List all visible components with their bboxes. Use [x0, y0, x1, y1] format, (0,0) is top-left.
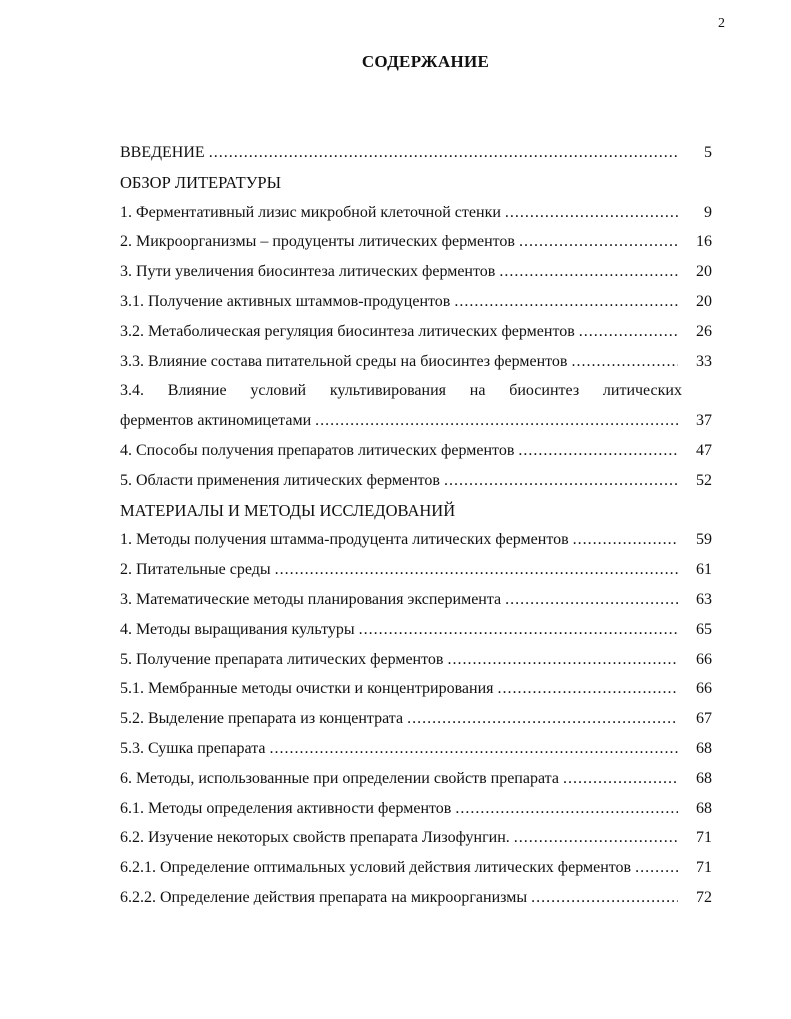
toc-entry — [120, 704, 712, 734]
toc-entry-page: 33 — [696, 352, 712, 370]
toc-entry-page: 68 — [696, 739, 712, 757]
justified-word: Влияние — [167, 382, 227, 400]
toc-entry-label: 4. Методы выращивания культуры — [120, 620, 355, 638]
toc-entry-page: 59 — [696, 531, 712, 549]
toc-entry-label: 3.2. Метаболическая регуляция биосинтеза литических ферментов — [120, 322, 575, 340]
toc-entry-label: 2. Питательные среды — [120, 561, 271, 579]
toc-entry-label: 1. Ферментативный лизис микробной клеточной стенки — [120, 203, 501, 221]
toc-entry-page: 9 — [704, 203, 712, 221]
toc-entry-page: 71 — [696, 859, 712, 877]
dot-leader — [563, 764, 678, 794]
toc-entry-label: 3. Пути увеличения биосинтеза литических ферментов — [120, 263, 496, 281]
dot-leader — [499, 257, 678, 287]
justified-word: на — [469, 382, 486, 400]
toc-entry — [120, 794, 712, 824]
toc-entry-label: 5.3. Сушка препарата — [120, 739, 266, 757]
toc-entry-page: 67 — [696, 710, 712, 728]
dot-leader — [518, 436, 678, 466]
toc-entry-label: 6. Методы, использованные при определении свойств препарата — [120, 769, 559, 787]
justified-word: биосинтез — [509, 382, 580, 400]
toc-entry — [120, 287, 712, 317]
toc-entry — [120, 347, 712, 377]
toc-entry-label: ферментов актиномицетами — [120, 412, 312, 430]
dot-leader — [270, 734, 678, 764]
toc-entry — [120, 466, 712, 496]
toc-entry-3-4-second-line — [120, 406, 712, 436]
toc-entry-label: 5. Области применения литических ферментов — [120, 471, 440, 489]
dot-leader — [514, 823, 678, 853]
toc-entry-label: 6.2.1. Определение оптимальных условий действия литических ферментов — [120, 859, 632, 877]
toc-entry — [120, 555, 712, 585]
toc-entry-label: 4. Способы получения препаратов литических ферментов — [120, 441, 515, 459]
toc-entry-label: ВВЕДЕНИЕ — [120, 144, 205, 161]
justified-word: литических — [602, 382, 682, 400]
dot-leader — [209, 138, 678, 168]
toc-entry — [120, 198, 712, 228]
dot-leader — [275, 555, 678, 585]
toc-entry-page: 37 — [696, 412, 712, 430]
table-of-contents — [120, 138, 712, 913]
justified-word: культивирования — [329, 382, 446, 400]
dot-leader — [407, 704, 678, 734]
dot-leader — [519, 227, 678, 257]
dot-leader — [359, 615, 678, 645]
toc-entry — [120, 585, 712, 615]
toc-entry-page: 52 — [696, 471, 712, 489]
section-heading-literature-review: ОБЗОР ЛИТЕРАТУРЫ — [120, 172, 281, 192]
dot-leader — [571, 347, 678, 377]
page-number: 2 — [718, 16, 725, 31]
dot-leader — [455, 794, 678, 824]
toc-entry-label: 6.1. Методы определения активности ферментов — [120, 799, 452, 817]
dot-leader — [505, 198, 678, 228]
toc-entry-page: 63 — [696, 590, 712, 608]
toc-entry — [120, 764, 712, 794]
dot-leader — [315, 406, 678, 436]
toc-entry — [120, 227, 712, 257]
dot-leader — [635, 853, 678, 883]
toc-entry — [120, 525, 712, 555]
toc-entry-label: 1. Методы получения штамма-продуцента литических ферментов — [120, 531, 569, 549]
toc-entry — [120, 853, 712, 883]
toc-entry — [120, 674, 712, 704]
dot-leader — [505, 585, 678, 615]
dot-leader — [531, 883, 678, 913]
toc-entry — [120, 734, 712, 764]
dot-leader — [444, 466, 678, 496]
toc-entry-label: 5.2. Выделение препарата из концентрата — [120, 710, 404, 728]
toc-entry-page: 72 — [696, 888, 712, 906]
toc-entry-intro — [120, 138, 712, 168]
section-heading-materials-methods: МАТЕРИАЛЫ И МЕТОДЫ ИССЛЕДОВАНИЙ — [120, 500, 456, 520]
toc-entry — [120, 615, 712, 645]
justified-word: 3.4. — [120, 382, 144, 400]
dot-leader — [447, 645, 678, 675]
toc-entry-3-4-first-line — [120, 376, 682, 406]
toc-entry-label: 3.3. Влияние состава питательной среды на биосинтез ферментов — [120, 352, 568, 370]
toc-entry — [120, 436, 712, 466]
dot-leader — [573, 525, 678, 555]
toc-entry-label: 3. Математические методы планирования эксперимента — [120, 590, 502, 608]
toc-entry — [120, 883, 712, 913]
toc-entry-page: 5 — [704, 144, 712, 161]
toc-entry — [120, 317, 712, 347]
toc-entry-label: 6.2.2. Определение действия препарата на микроорганизмы — [120, 888, 528, 906]
toc-entry-page: 47 — [696, 441, 712, 459]
dot-leader — [579, 317, 678, 347]
toc-entry — [120, 257, 712, 287]
toc-entry-label: 5. Получение препарата литических ферментов — [120, 650, 444, 668]
toc-entry-page: 20 — [696, 263, 712, 281]
page-title: СОДЕРЖАНИЕ — [361, 52, 490, 71]
toc-entry-page: 20 — [696, 292, 712, 310]
toc-entry-page: 16 — [696, 233, 712, 251]
toc-entry-label: 2. Микроорганизмы – продуценты литических ферментов — [120, 233, 515, 251]
toc-entry — [120, 823, 712, 853]
toc-entry-label: 6.2. Изучение некоторых свойств препарата Лизофунгин. — [120, 829, 510, 847]
toc-entry-page: 65 — [696, 620, 712, 638]
toc-entry-page: 71 — [696, 829, 712, 847]
toc-entry-label: 5.1. Мембранные методы очистки и концентрирования — [120, 680, 494, 698]
justified-word: условий — [250, 382, 307, 400]
toc-entry-label: 3.1. Получение активных штаммов-продуцентов — [120, 292, 451, 310]
toc-entry-page: 68 — [696, 799, 712, 817]
toc-entry — [120, 645, 712, 675]
dot-leader — [498, 674, 678, 704]
toc-entry-page: 68 — [696, 769, 712, 787]
toc-entry-page: 66 — [696, 650, 712, 668]
toc-entry-page: 61 — [696, 561, 712, 579]
dot-leader — [454, 287, 678, 317]
toc-entry-page: 26 — [696, 322, 712, 340]
toc-entry-page: 66 — [696, 680, 712, 698]
